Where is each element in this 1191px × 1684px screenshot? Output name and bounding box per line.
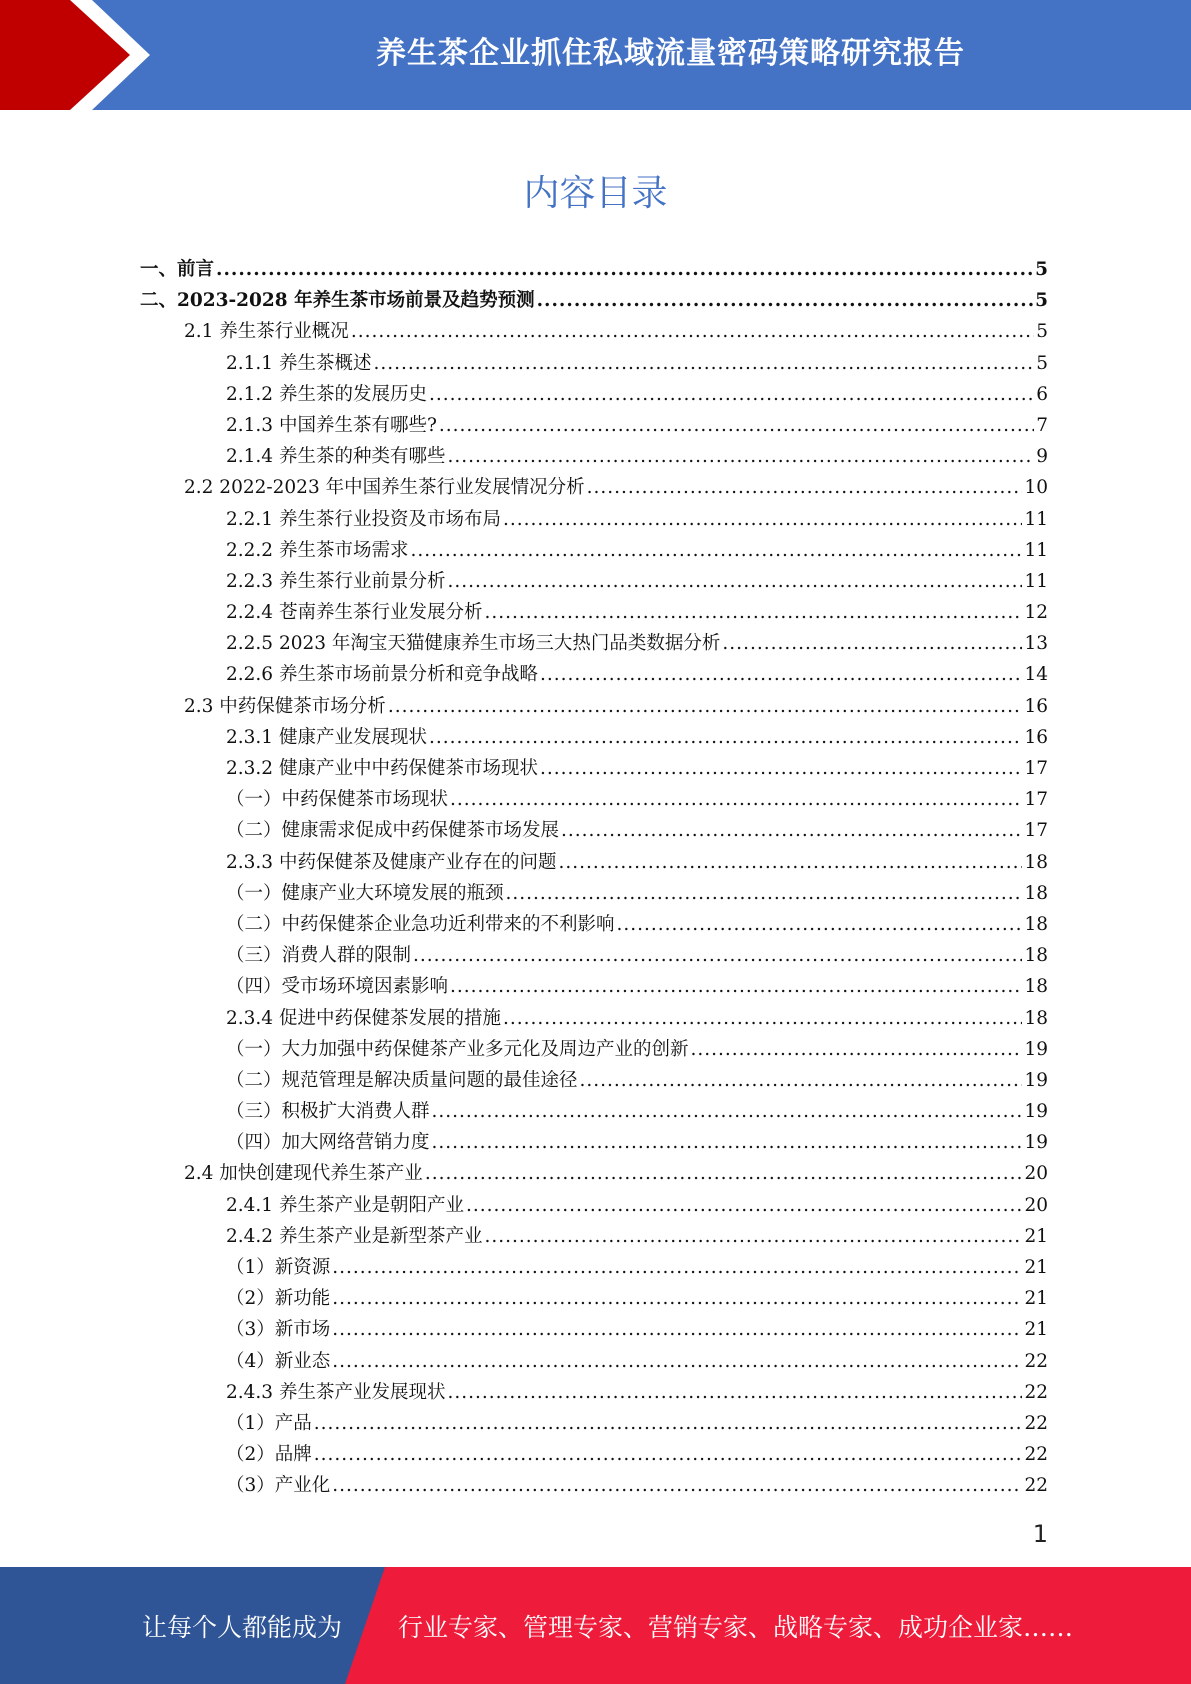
- toc-entry-title: 2.2.3 养生茶行业前景分析: [226, 570, 446, 592]
- table-of-contents: [140, 255, 1048, 1503]
- toc-entry-title: 一、前言: [140, 259, 215, 280]
- toc-entry-title: 2.1.1 养生茶概述: [226, 352, 372, 374]
- toc-entry[interactable]: [140, 660, 1048, 691]
- toc-entry-title: （一）健康产业大环境发展的瓶颈: [226, 882, 504, 904]
- toc-entry[interactable]: [140, 692, 1048, 723]
- toc-entry-title: （二）健康需求促成中药保健茶市场发展: [226, 820, 560, 842]
- toc-entry-title: 2.1.4 养生茶的种类有哪些: [226, 446, 446, 468]
- toc-entry-page: 11: [1024, 508, 1048, 530]
- toc-entry[interactable]: [140, 1315, 1048, 1346]
- toc-entry[interactable]: [140, 1440, 1048, 1471]
- toc-dot-leader: [537, 290, 1034, 311]
- toc-dot-leader: [429, 727, 1022, 748]
- toc-entry[interactable]: [140, 598, 1048, 629]
- toc-entry-title: 2.2.4 苍南养生茶行业发展分析: [226, 602, 483, 624]
- toc-entry-page: 19: [1024, 1069, 1048, 1091]
- toc-entry-page: 11: [1024, 570, 1048, 592]
- toc-entry[interactable]: [140, 1409, 1048, 1440]
- toc-entry[interactable]: [140, 349, 1048, 380]
- toc-entry-title: （2）品牌: [226, 1444, 312, 1466]
- toc-dot-leader: [580, 1070, 1023, 1091]
- toc-entry-title: 2.3.3 中药保健茶及健康产业存在的问题: [226, 851, 557, 873]
- toc-dot-leader: [466, 1195, 1022, 1216]
- toc-entry-page: 22: [1024, 1381, 1048, 1403]
- toc-entry-title: 2.2.1 养生茶行业投资及市场布局: [226, 508, 501, 530]
- toc-entry[interactable]: [140, 910, 1048, 941]
- toc-entry-title: 2.3.1 健康产业发展现状: [226, 726, 427, 748]
- toc-dot-leader: [332, 1319, 1022, 1340]
- toc-entry-title: 2.4 加快创建现代养生茶产业: [184, 1163, 423, 1185]
- toc-dot-leader: [503, 509, 1022, 530]
- toc-entry[interactable]: [140, 567, 1048, 598]
- toc-dot-leader: [216, 259, 1033, 280]
- toc-entry-page: 17: [1024, 820, 1048, 842]
- toc-dot-leader: [351, 321, 1034, 342]
- toc-entry-page: 18: [1024, 976, 1048, 998]
- toc-entry-page: 5: [1036, 321, 1048, 343]
- toc-entry[interactable]: [140, 972, 1048, 1003]
- toc-entry-title: （一）大力加强中药保健茶产业多元化及周边产业的创新: [226, 1038, 689, 1060]
- footer-slogan-right: 行业专家、管理专家、营销专家、战略专家、成功企业家……: [398, 1612, 1074, 1642]
- header-arrow-decoration: [0, 0, 140, 110]
- toc-entry-page: 21: [1024, 1319, 1048, 1341]
- toc-entry-title: 2.2 2022-2023 年中国养生茶行业发展情况分析: [184, 477, 585, 499]
- toc-entry-title: 2.4.1 养生茶产业是朝阳产业: [226, 1194, 464, 1216]
- toc-entry-page: 20: [1024, 1163, 1048, 1185]
- toc-entry-title: （4）新业态: [226, 1350, 331, 1372]
- toc-dot-leader: [425, 1163, 1023, 1184]
- toc-dot-leader: [691, 1039, 1023, 1060]
- toc-dot-leader: [722, 633, 1022, 654]
- toc-entry-title: 2.1 养生茶行业概况: [184, 321, 349, 343]
- toc-dot-leader: [429, 384, 1034, 405]
- toc-entry-title: 2.1.3 中国养生茶有哪些?: [226, 414, 437, 436]
- page-number: 1: [1032, 1520, 1048, 1548]
- toc-entry[interactable]: [140, 723, 1048, 754]
- toc-entry[interactable]: [140, 473, 1048, 504]
- toc-entry-page: 21: [1024, 1257, 1048, 1278]
- toc-entry[interactable]: [140, 1159, 1048, 1190]
- toc-entry[interactable]: [140, 1128, 1048, 1159]
- toc-entry-page: 11: [1024, 539, 1048, 561]
- toc-dot-leader: [484, 1226, 1022, 1247]
- toc-entry-title: （1）新资源: [226, 1257, 331, 1278]
- toc-entry[interactable]: [140, 380, 1048, 411]
- toc-entry[interactable]: [140, 1222, 1048, 1253]
- toc-entry[interactable]: [140, 629, 1048, 660]
- toc-entry-page: 17: [1024, 758, 1048, 779]
- toc-dot-leader: [447, 1382, 1022, 1403]
- toc-entry-title: （二）中药保健茶企业急功近利带来的不利影响: [226, 913, 615, 935]
- toc-entry-page: 7: [1036, 414, 1048, 436]
- toc-entry-page: 22: [1024, 1412, 1048, 1434]
- toc-entry[interactable]: [140, 442, 1048, 473]
- toc-entry[interactable]: [140, 941, 1048, 972]
- toc-dot-leader: [450, 976, 1022, 997]
- toc-dot-leader: [332, 1288, 1022, 1309]
- toc-entry-title: 2.3.4 促进中药保健茶发展的措施: [226, 1007, 501, 1029]
- toc-entry[interactable]: [140, 1253, 1048, 1284]
- toc-entry[interactable]: [140, 1347, 1048, 1378]
- toc-entry-title: 2.2.6 养生茶市场前景分析和竞争战略: [226, 664, 538, 686]
- toc-entry[interactable]: [140, 1004, 1048, 1035]
- toc-entry-page: 18: [1024, 851, 1048, 873]
- toc-entry-page: 21: [1024, 1225, 1048, 1247]
- toc-dot-leader: [587, 477, 1023, 498]
- toc-dot-leader: [439, 415, 1034, 436]
- toc-entry[interactable]: [140, 1191, 1048, 1222]
- toc-dot-leader: [450, 789, 1022, 810]
- toc-entry-page: 19: [1024, 1132, 1048, 1154]
- toc-entry-title: （三）消费人群的限制: [226, 945, 412, 967]
- toc-entry-page: 16: [1024, 726, 1048, 748]
- toc-dot-leader: [558, 852, 1022, 873]
- toc-entry-page: 16: [1024, 695, 1048, 717]
- toc-entry-title: 2.3.2 健康产业中中药保健茶市场现状: [226, 758, 538, 779]
- toc-dot-leader: [447, 446, 1034, 467]
- toc-dot-leader: [484, 602, 1022, 623]
- toc-entry[interactable]: [140, 411, 1048, 442]
- toc-dot-leader: [503, 1008, 1022, 1029]
- toc-dot-leader: [540, 664, 1022, 685]
- footer-slogan-left: 让每个人都能成为: [142, 1612, 343, 1642]
- toc-entry-title: （3）新市场: [226, 1319, 331, 1341]
- toc-entry-page: 10: [1024, 477, 1048, 499]
- toc-entry[interactable]: [140, 1097, 1048, 1128]
- toc-dot-leader: [506, 883, 1023, 904]
- toc-entry[interactable]: [140, 879, 1048, 910]
- toc-dot-leader: [314, 1444, 1023, 1465]
- toc-dot-leader: [410, 540, 1022, 561]
- toc-entry-title: 2.2.5 2023 年淘宝天猫健康养生市场三大热门品类数据分析: [226, 633, 721, 655]
- toc-entry[interactable]: [140, 754, 1048, 785]
- toc-entry-page: 5: [1036, 352, 1048, 374]
- toc-entry-page: 22: [1024, 1475, 1048, 1497]
- toc-entry[interactable]: [140, 1066, 1048, 1097]
- toc-entry-page: 9: [1036, 446, 1048, 468]
- toc-entry-page: 17: [1024, 789, 1048, 811]
- toc-entry[interactable]: [140, 505, 1048, 536]
- toc-entry-title: 2.4.3 养生茶产业发展现状: [226, 1381, 446, 1403]
- toc-dot-leader: [373, 353, 1034, 374]
- toc-entry-title: （2）新功能: [226, 1288, 331, 1310]
- toc-dot-leader: [617, 914, 1023, 935]
- toc-entry[interactable]: [140, 536, 1048, 567]
- toc-entry-page: 18: [1024, 1007, 1048, 1029]
- toc-entry-title: （三）积极扩大消费人群: [226, 1101, 430, 1123]
- toc-entry[interactable]: [140, 1035, 1048, 1066]
- toc-dot-leader: [432, 1132, 1023, 1153]
- toc-entry-title: 二、2023-2028 年养生茶市场前景及趋势预测: [140, 290, 535, 312]
- toc-entry[interactable]: [140, 785, 1048, 816]
- toc-entry-page: 20: [1024, 1194, 1048, 1216]
- toc-dot-leader: [314, 1413, 1023, 1434]
- toc-entry-page: 18: [1024, 913, 1048, 935]
- toc-entry-title: （四）加大网络营销力度: [226, 1132, 430, 1154]
- header-band: [0, 0, 1191, 110]
- toc-dot-leader: [332, 1475, 1022, 1496]
- toc-entry-page: 14: [1024, 664, 1048, 686]
- toc-entry-page: 19: [1024, 1101, 1048, 1123]
- toc-entry[interactable]: [140, 255, 1048, 286]
- toc-dot-leader: [447, 571, 1022, 592]
- toc-entry-page: 19: [1024, 1038, 1048, 1060]
- toc-entry-title: （3）产业化: [226, 1475, 331, 1497]
- toc-entry[interactable]: [140, 286, 1048, 317]
- toc-entry[interactable]: [140, 816, 1048, 847]
- footer-band: [0, 1567, 1191, 1684]
- toc-entry-title: （二）规范管理是解决质量问题的最佳途径: [226, 1069, 578, 1091]
- toc-entry-title: 2.4.2 养生茶产业是新型茶产业: [226, 1225, 483, 1247]
- toc-dot-leader: [388, 696, 1023, 717]
- toc-dot-leader: [332, 1351, 1022, 1372]
- toc-entry-title: 2.3 中药保健茶市场分析: [184, 695, 386, 717]
- toc-entry-page: 22: [1024, 1444, 1048, 1466]
- toc-entry-page: 12: [1024, 602, 1048, 624]
- toc-entry-page: 13: [1024, 633, 1048, 655]
- toc-entry-title: （一）中药保健茶市场现状: [226, 789, 449, 811]
- toc-dot-leader: [413, 945, 1022, 966]
- toc-entry[interactable]: [140, 1471, 1048, 1502]
- toc-entry-page: 5: [1035, 259, 1048, 280]
- toc-entry-page: 6: [1036, 383, 1048, 405]
- toc-entry-page: 18: [1024, 882, 1048, 904]
- toc-entry-page: 22: [1024, 1350, 1048, 1372]
- toc-entry[interactable]: [140, 1378, 1048, 1409]
- toc-entry[interactable]: [140, 848, 1048, 879]
- toc-entry-page: 21: [1024, 1288, 1048, 1310]
- toc-entry[interactable]: [140, 1284, 1048, 1315]
- toc-entry-title: （四）受市场环境因素影响: [226, 976, 449, 998]
- toc-heading: 内容目录: [523, 173, 668, 214]
- toc-entry-title: （1）产品: [226, 1412, 312, 1434]
- toc-dot-leader: [332, 1257, 1022, 1278]
- toc-entry-title: 2.2.2 养生茶市场需求: [226, 539, 409, 561]
- toc-entry-page: 5: [1035, 290, 1048, 312]
- toc-entry[interactable]: [140, 317, 1048, 348]
- toc-dot-leader: [561, 820, 1022, 841]
- toc-dot-leader: [432, 1101, 1023, 1122]
- toc-dot-leader: [540, 758, 1022, 779]
- toc-entry-title: 2.1.2 养生茶的发展历史: [226, 383, 427, 405]
- toc-entry-page: 18: [1024, 945, 1048, 967]
- report-title: 养生茶企业抓住私域流量密码策略研究报告: [376, 36, 965, 71]
